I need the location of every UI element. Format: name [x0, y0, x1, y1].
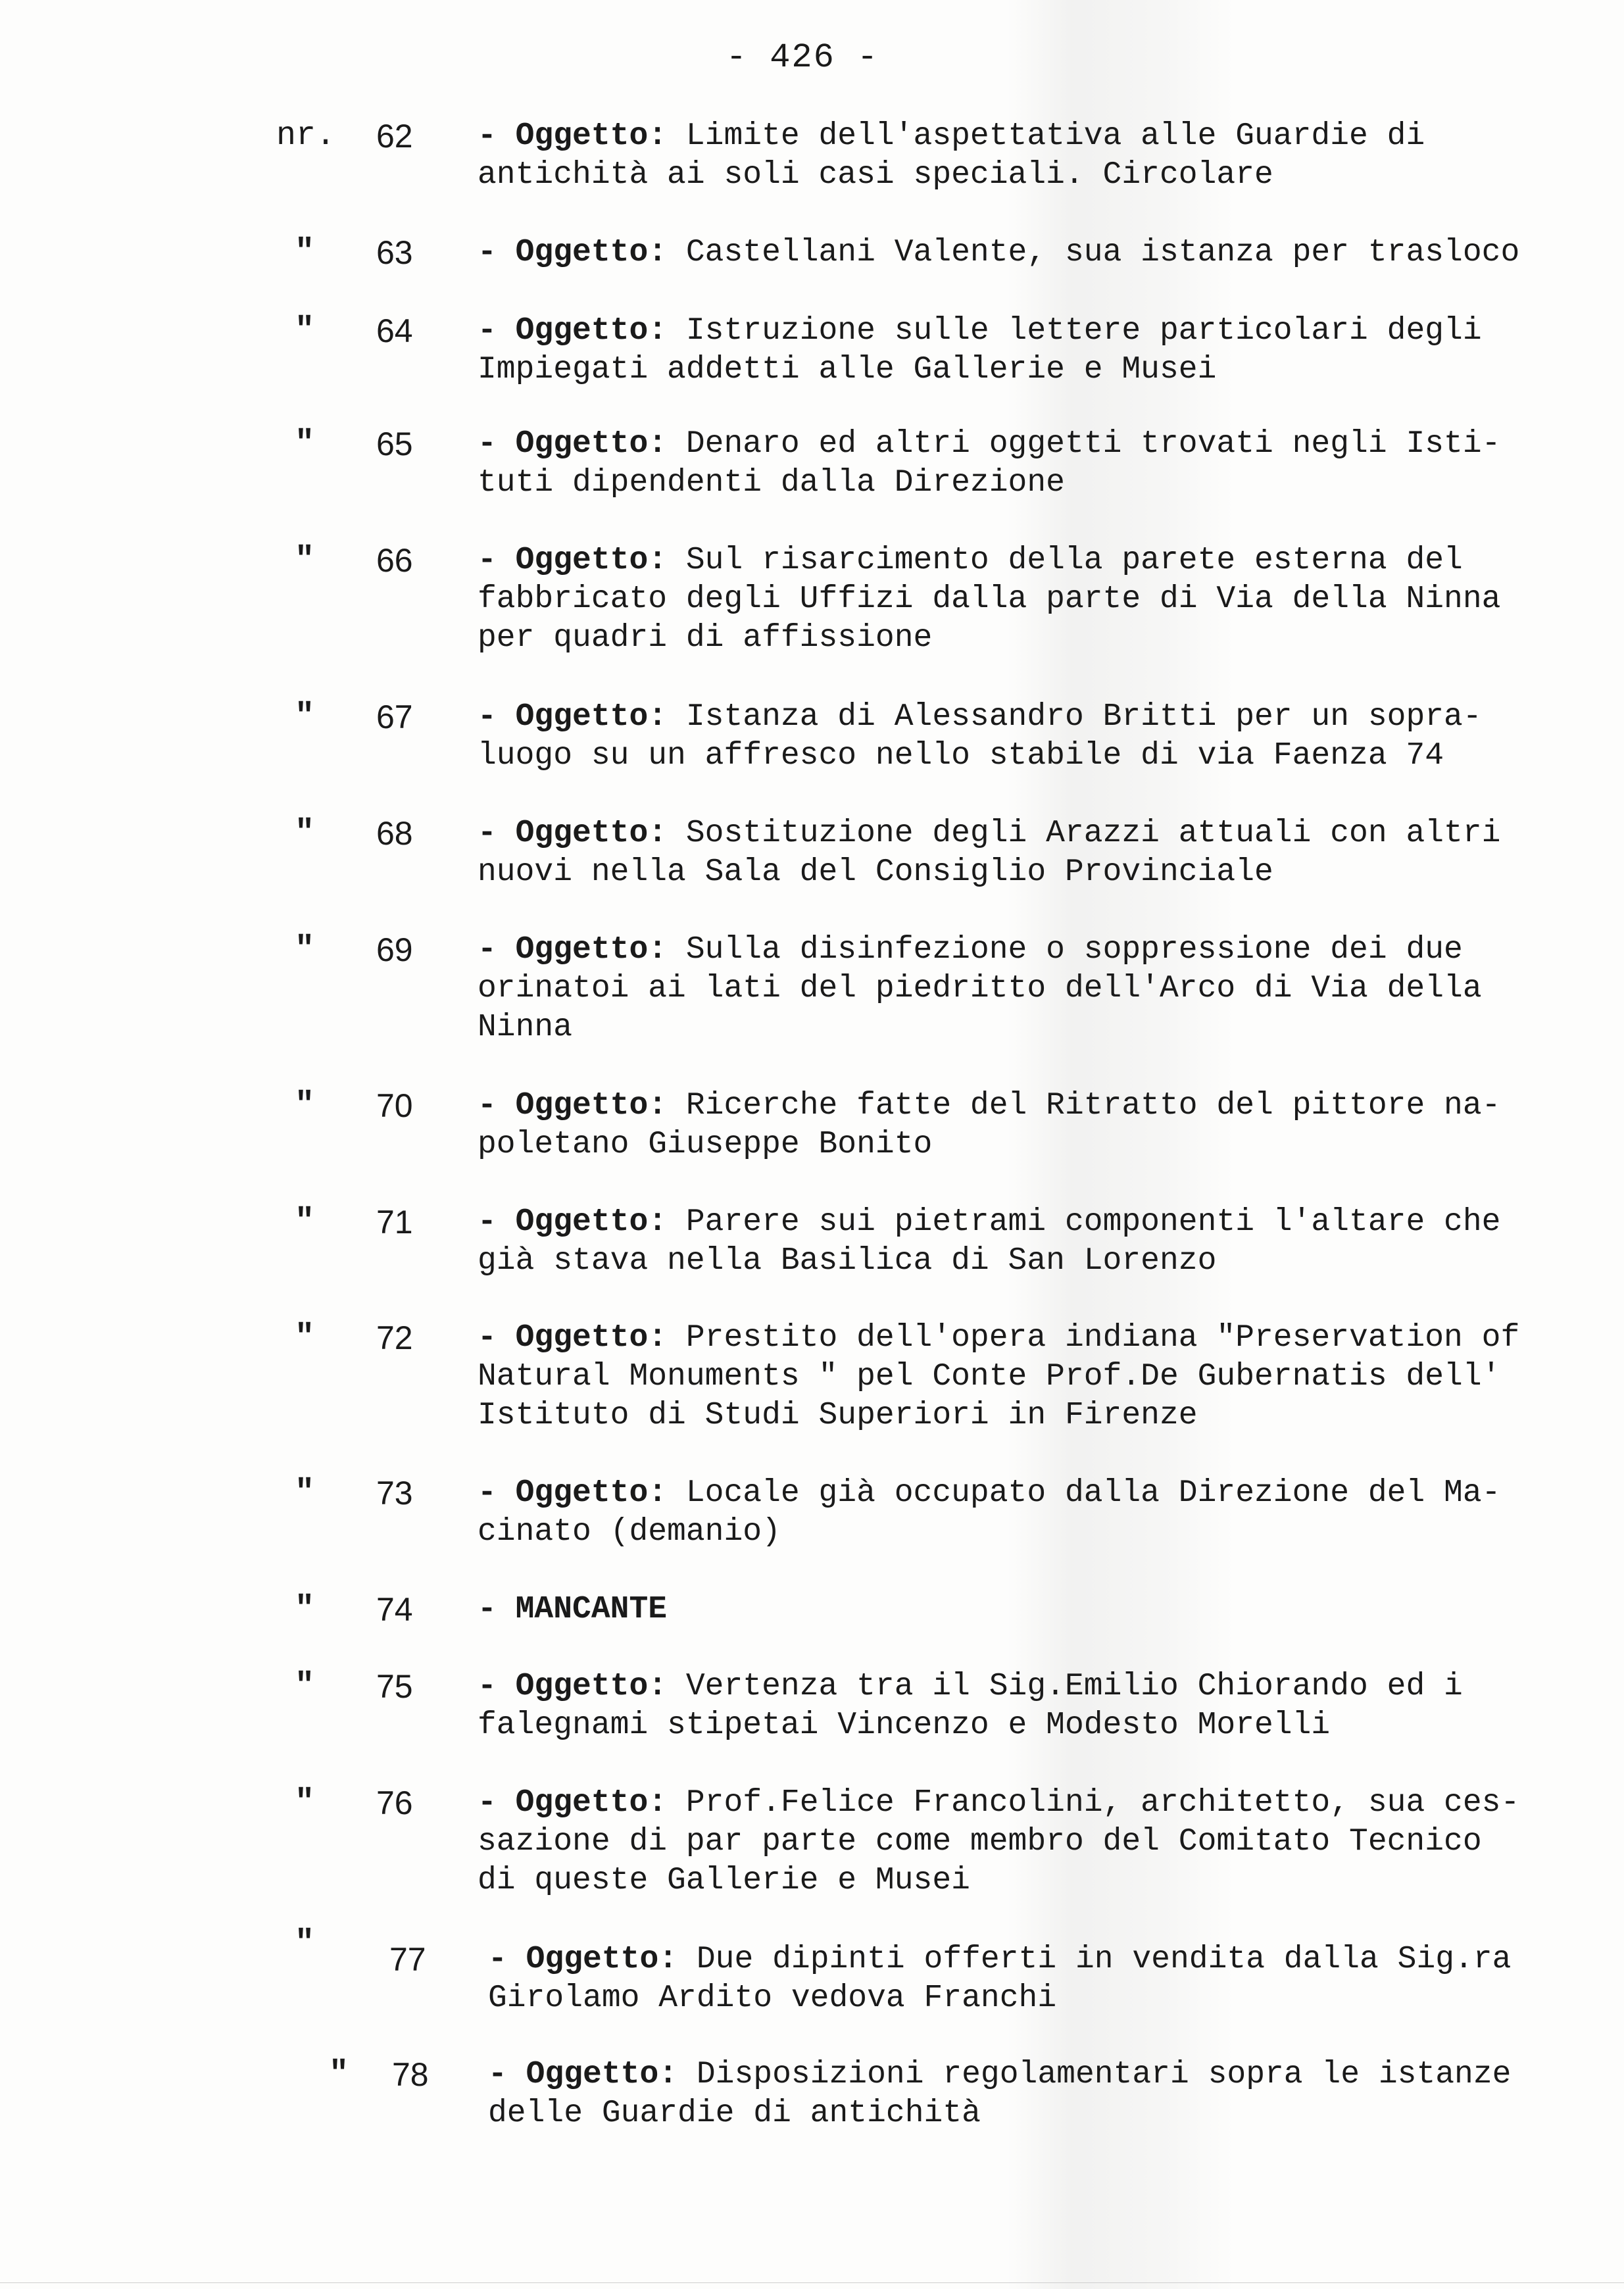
entry-description: Limite dell'aspettativa alle Guardie di antichità ai soli casi speciali. Circolare	[478, 118, 1425, 193]
entry-description: Due dipinti offerti in vendita dalla Sig.ra Girolamo Ardito vedova Franchi	[488, 1942, 1512, 2016]
entry-description: Ricerche fatte del Ritratto del pittore na- poletano Giuseppe Bonito	[478, 1088, 1501, 1162]
page-number: - 426 -	[726, 38, 879, 77]
entry-text	[488, 1940, 1593, 2018]
entry-text	[478, 1087, 1583, 1164]
entry-description: Castellani Valente, sua istanza per trasloco	[685, 235, 1520, 270]
entry-description: Prof.Felice Francolini, architetto, sua ces- sazione di par parte come membro del Comitato Tecnico di queste Gallerie e Musei	[478, 1785, 1520, 1898]
entry-number: 78	[392, 2056, 429, 2093]
scan-edge	[0, 2282, 1624, 2283]
entry-number: 74	[376, 1591, 413, 1628]
entry-number: 70	[376, 1087, 413, 1124]
entry-label: - Oggetto:	[478, 313, 668, 349]
entry-number: 62	[376, 118, 413, 155]
entry-label: - Oggetto:	[478, 235, 668, 270]
entry-text	[478, 931, 1583, 1047]
entry-number: 64	[376, 312, 413, 349]
entry-number: 75	[376, 1668, 413, 1705]
entry-text	[478, 698, 1583, 775]
entry-text	[478, 1474, 1583, 1552]
entry-description: Sul risarcimento della parete esterna del fabbricato degli Uffizi dalla parte di Via della Ninna per quadri di affissione	[478, 543, 1501, 656]
entry-description: Locale già occupato dalla Direzione del Ma- cinato (demanio)	[478, 1475, 1501, 1550]
entry-text	[478, 814, 1583, 892]
entry-number: 77	[389, 1941, 426, 1978]
entry-number: 73	[376, 1475, 413, 1512]
entry-text	[478, 1667, 1583, 1745]
entry-description: Parere sui pietrami componenti l'altare che già stava nella Basilica di San Lorenzo	[478, 1204, 1501, 1279]
entry-number: 67	[376, 699, 413, 735]
entry-text	[478, 1590, 1583, 1629]
entry-description: Denaro ed altri oggetti trovati negli Isti- tuti dipendenti dalla Direzione	[478, 426, 1501, 501]
entry-number: 66	[376, 542, 413, 579]
entry-prefix: "	[295, 698, 315, 735]
entry-prefix: "	[295, 312, 315, 349]
entry-description: Prestito dell'opera indiana "Preservation of Natural Monuments " pel Conte Prof.De Gubernatis dell' Istituto di Studi Superiori in Firenze	[478, 1320, 1520, 1433]
entry-label: - Oggetto:	[478, 1785, 668, 1821]
entry-label: - MANCANTE	[478, 1592, 668, 1627]
entry-text	[478, 1784, 1583, 1900]
entry-text	[478, 234, 1583, 272]
entry-label: - Oggetto:	[478, 932, 668, 968]
entry-label: - Oggetto:	[488, 2057, 678, 2092]
entry-prefix: "	[295, 1087, 315, 1124]
entry-description: Sulla disinfezione o soppressione dei due orinatoi ai lati del piedritto dell'Arco di Via della Ninna	[478, 932, 1482, 1045]
entry-text	[478, 425, 1583, 503]
entry-prefix: "	[295, 1319, 315, 1356]
entry-label: - Oggetto:	[478, 816, 668, 851]
entry-prefix: "	[295, 931, 315, 968]
entry-description: Istruzione sulle lettere particolari degli Impiegati addetti alle Gallerie e Musei	[478, 313, 1482, 387]
entry-label: - Oggetto:	[478, 543, 668, 578]
entry-prefix: "	[295, 425, 315, 462]
entry-prefix: "	[295, 814, 315, 852]
entry-number: 71	[376, 1204, 413, 1241]
entry-number: 65	[376, 426, 413, 462]
entry-prefix: "	[295, 541, 315, 579]
entry-prefix: "	[329, 2055, 349, 2093]
entry-number: 72	[376, 1319, 413, 1356]
entry-text	[478, 312, 1583, 389]
entry-number: 63	[376, 234, 413, 271]
entry-text	[488, 2055, 1593, 2133]
entry-number: 76	[376, 1784, 413, 1821]
entry-label: - Oggetto:	[478, 1320, 668, 1356]
entry-prefix: "	[295, 1590, 315, 1628]
entry-prefix: "	[295, 1474, 315, 1512]
entry-prefix: "	[295, 1667, 315, 1705]
entry-label: - Oggetto:	[478, 1088, 668, 1123]
entry-number: 68	[376, 815, 413, 852]
entry-prefix: "	[295, 234, 315, 271]
entry-description: Istanza di Alessandro Britti per un sopra- luogo su un affresco nello stabile di via Faenza 74	[478, 699, 1482, 774]
entry-text	[478, 541, 1583, 658]
entry-prefix: "	[295, 1925, 315, 1962]
entry-prefix: nr.	[276, 117, 336, 155]
entry-label: - Oggetto:	[478, 699, 668, 735]
entry-description: Disposizioni regolamentari sopra le istanze delle Guardie di antichità	[488, 2057, 1512, 2131]
entry-text	[478, 1203, 1583, 1281]
entry-description: Vertenza tra il Sig.Emilio Chiorando ed i falegnami stipetai Vincenzo e Modesto Morelli	[478, 1669, 1463, 1743]
entry-prefix: "	[295, 1784, 315, 1821]
entry-label: - Oggetto:	[478, 118, 668, 154]
entry-prefix: "	[295, 1203, 315, 1241]
entry-label: - Oggetto:	[478, 426, 668, 462]
entry-label: - Oggetto:	[488, 1942, 678, 1977]
entry-label: - Oggetto:	[478, 1204, 668, 1240]
entry-number: 69	[376, 931, 413, 968]
entry-description: Sostituzione degli Arazzi attuali con altri nuovi nella Sala del Consiglio Provinciale	[478, 816, 1501, 890]
entry-label: - Oggetto:	[478, 1669, 668, 1704]
entry-label: - Oggetto:	[478, 1475, 668, 1511]
entry-text	[478, 117, 1583, 195]
entry-text	[478, 1319, 1583, 1435]
